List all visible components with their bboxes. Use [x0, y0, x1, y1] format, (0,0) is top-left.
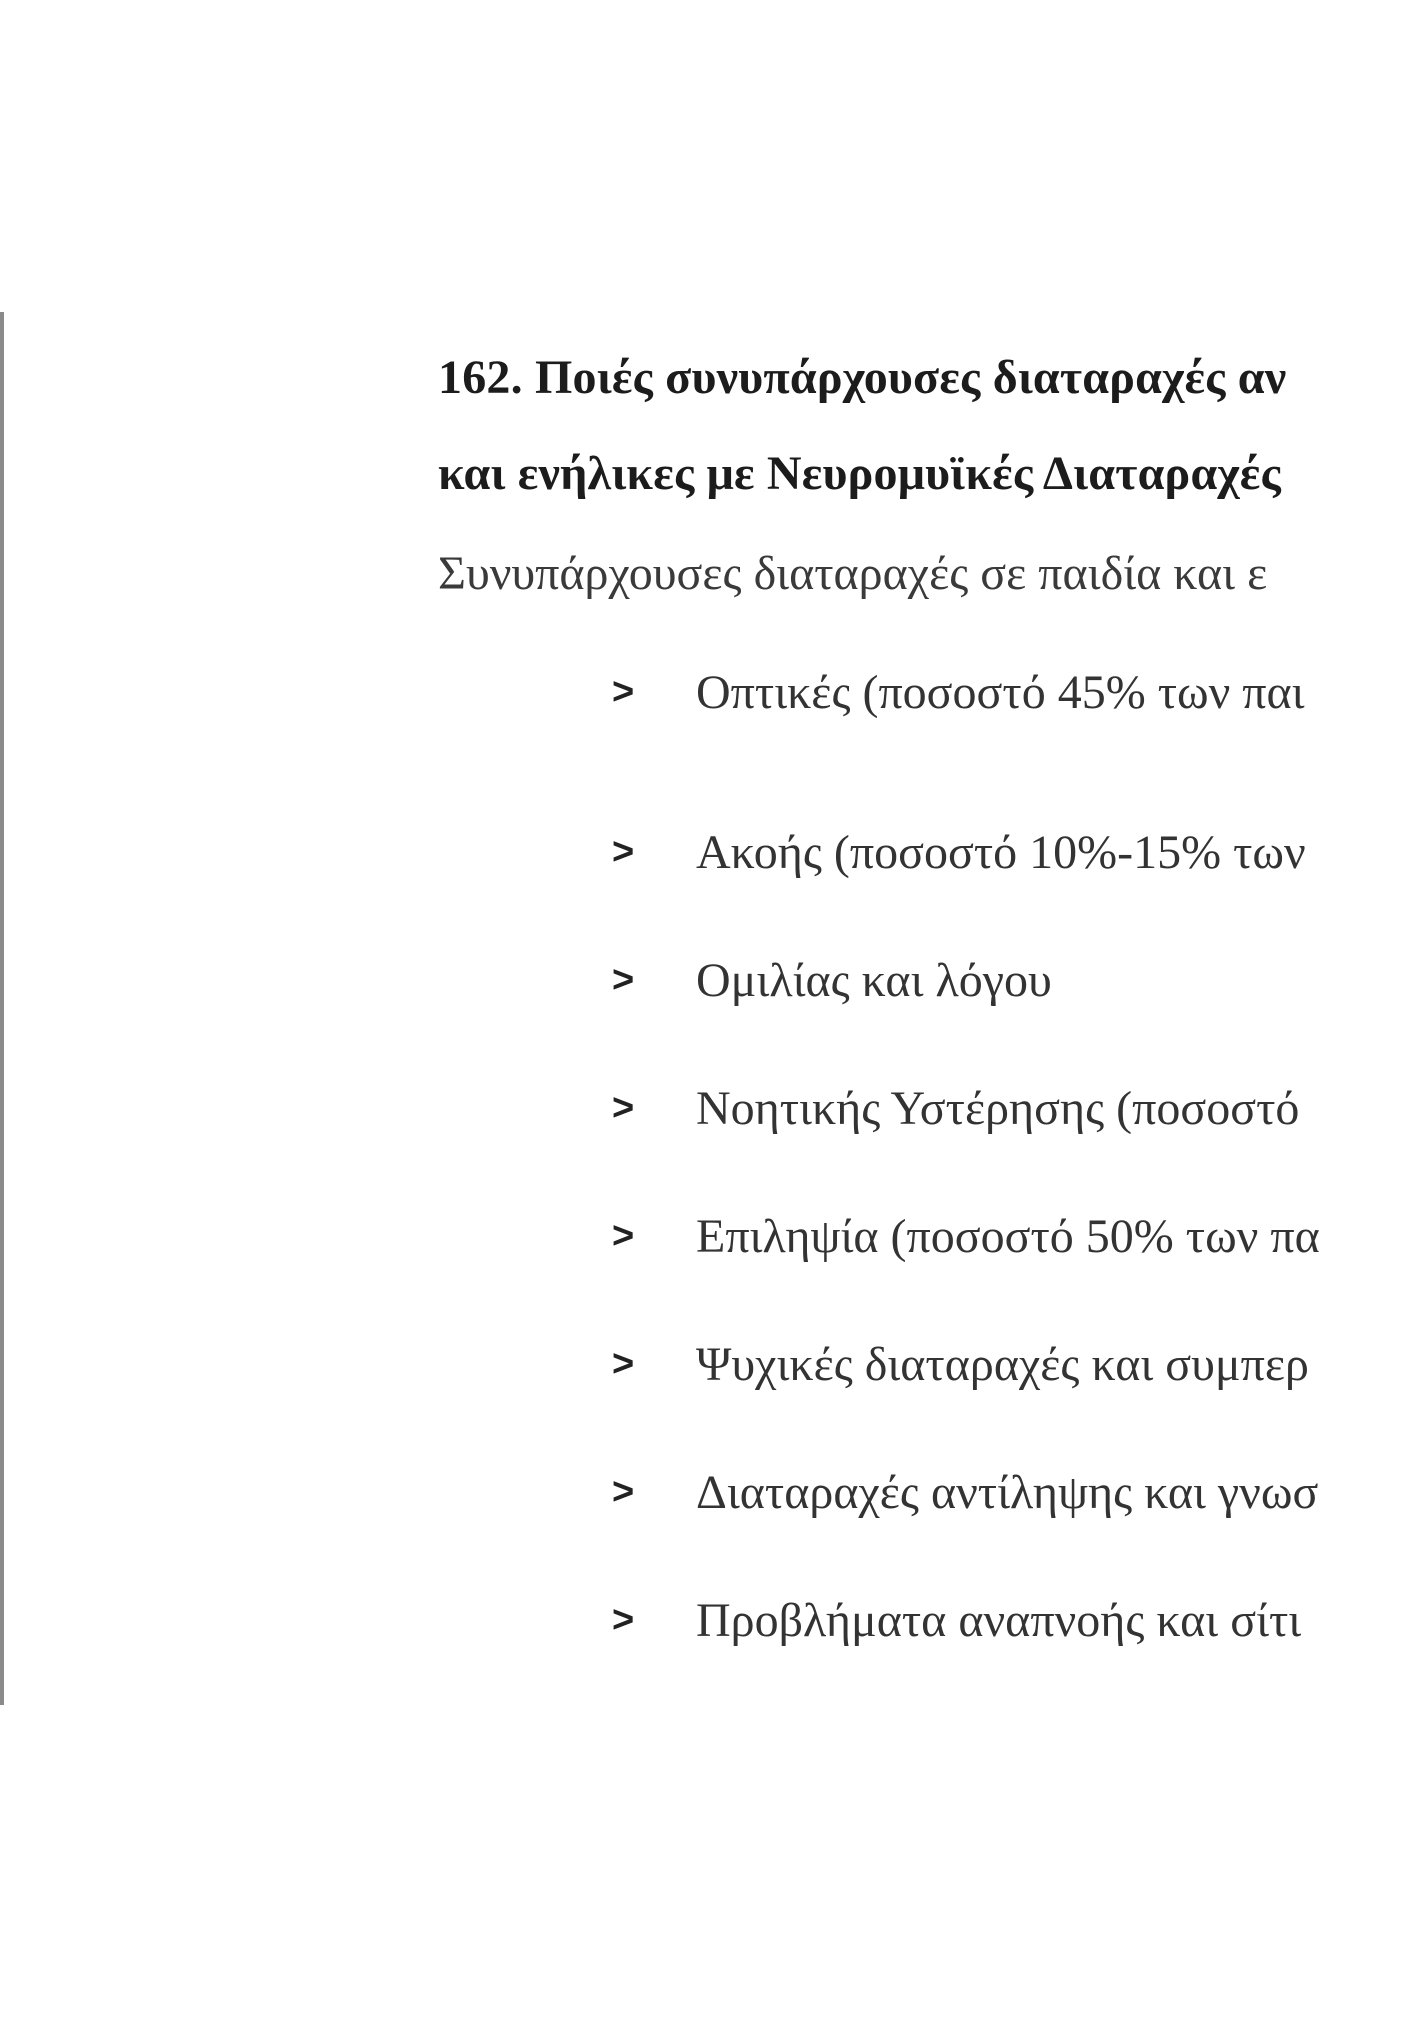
document-content: [438, 350, 1428, 1684]
list-item-label: Οπτικές (ποσοστό 45% των παι: [696, 665, 1305, 719]
bullet-arrow-icon: >: [612, 1598, 635, 1641]
bullet-arrow-icon: >: [612, 1086, 635, 1129]
list-item: [438, 1300, 1428, 1428]
disorder-list: [438, 660, 1428, 1684]
bullet-arrow-icon: >: [612, 1214, 635, 1257]
bullet-arrow-icon: >: [612, 958, 635, 1001]
list-item-label: Προβλήματα αναπνοής και σίτι: [696, 1593, 1302, 1647]
intro-paragraph: Συνυπάρχουσες διαταραχές σε παιδία και ε: [438, 547, 1268, 600]
list-item-label: Επιληψία (ποσοστό 50% των πα: [696, 1209, 1320, 1263]
list-item: [438, 660, 1428, 724]
list-item-label: Νοητικής Υστέρησης (ποσοστό: [696, 1081, 1300, 1135]
list-item-label: Ομιλίας και λόγου: [696, 953, 1052, 1007]
bullet-arrow-icon: >: [612, 670, 635, 713]
bullet-arrow-icon: >: [612, 1342, 635, 1385]
list-item: [438, 1044, 1428, 1172]
question-title-line-2: και ενήλικες με Νευρομυϊκές Διαταραχές: [438, 447, 1281, 500]
list-item: [438, 1172, 1428, 1300]
bullet-arrow-icon: >: [612, 830, 635, 873]
list-item: [438, 916, 1428, 1044]
list-item-label: Διαταραχές αντίληψης και γνωσ: [696, 1465, 1319, 1519]
question-title-line-1: 162. Ποιές συνυπάρχουσες διαταραχές αν: [438, 351, 1287, 404]
list-item-label: Ψυχικές διαταραχές και συμπερ: [696, 1337, 1309, 1391]
bullet-arrow-icon: >: [612, 1470, 635, 1513]
list-item: [438, 788, 1428, 916]
list-item-label: Ακοής (ποσοστό 10%-15% των: [696, 825, 1306, 879]
left-margin-rule: [0, 312, 4, 1705]
list-item: [438, 1428, 1428, 1556]
list-item: [438, 1556, 1428, 1684]
